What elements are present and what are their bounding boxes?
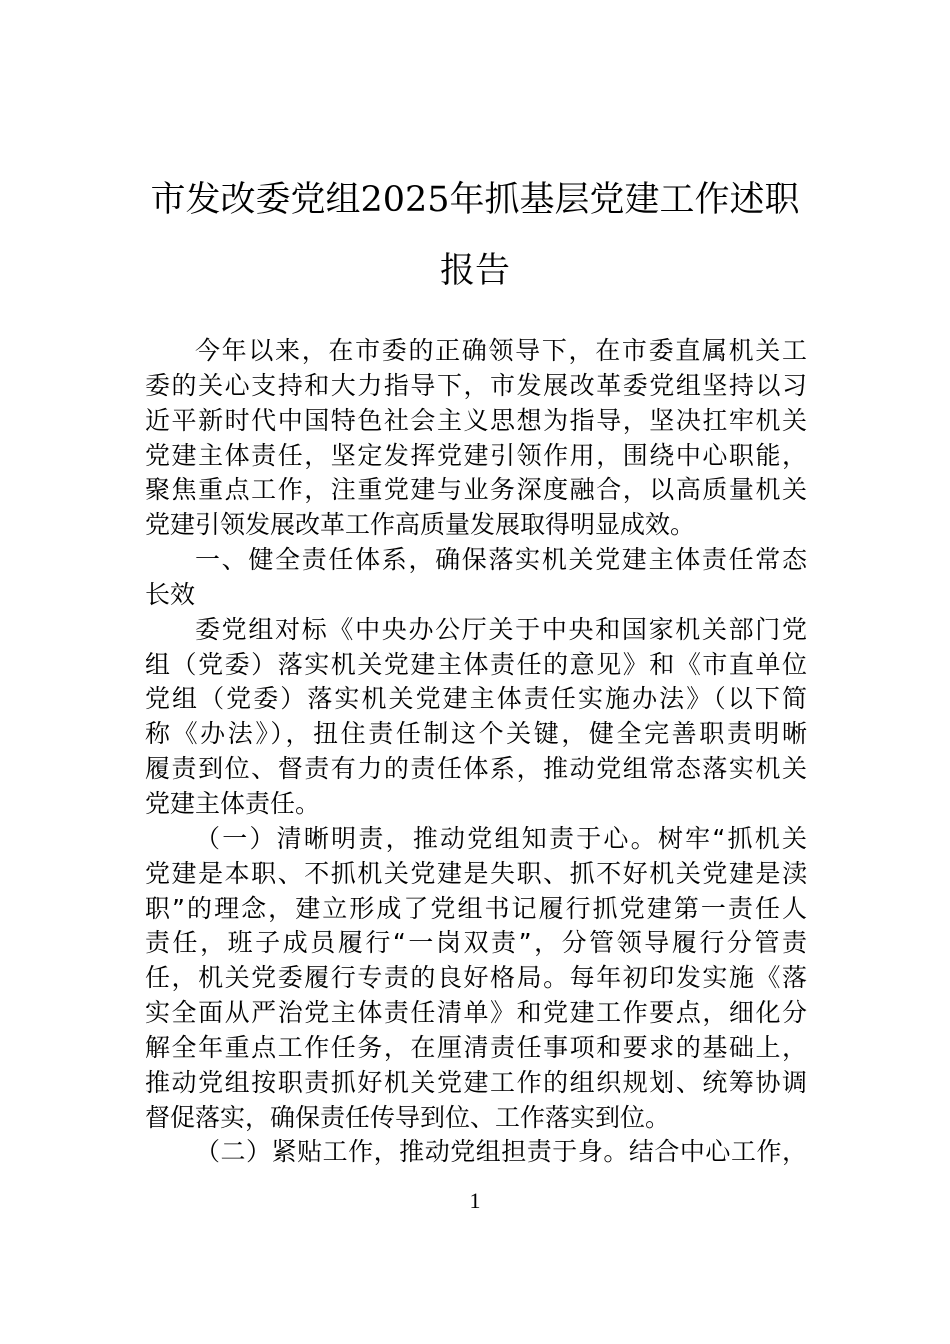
text-line: 一、健全责任体系，确保落实机关党建主体责任常态 [195,545,807,575]
text-line: 解全年重点工作任务，在厘清责任事项和要求的基础上， [145,1032,807,1062]
text-line: 党建主体责任，坚定发挥党建引领作用，围绕中心职能， [145,440,807,470]
text-line: （二）紧贴工作，推动党组担责于身。结合中心工作， [195,1137,807,1167]
text-line: 党组（党委）落实机关党建主体责任实施办法》（以下简 [145,684,807,714]
page-number: 1 [469,1188,481,1213]
text-line: 任，机关党委履行专责的良好格局。每年初印发实施《落 [145,963,807,993]
document-body [145,334,807,1170]
text-line: 党建引领发展改革工作高质量发展取得明显成效。 [145,510,696,540]
paragraph [145,334,807,543]
text-line: 职”的理念，建立形成了党组书记履行抓党建第一责任人 [145,893,807,923]
paragraph [145,613,807,822]
text-line: 责任，班子成员履行“一岗双责”，分管领导履行分管责 [145,928,807,958]
document-title-line-1: 市发改委党组2025年抓基层党建工作述职 [150,180,800,220]
text-line: 督促落实，确保责任传导到位、工作落实到位。 [145,1102,671,1132]
text-line: 党建主体责任。 [145,788,321,818]
text-line: 履责到位、督责有力的责任体系，推动党组常态落实机关 [145,754,807,784]
text-line: 称《办法》），扭住责任制这个关键，健全完善职责明晰 [145,719,807,749]
section-heading [145,543,807,613]
text-line: 委的关心支持和大力指导下，市发展改革委党组坚持以习 [145,370,807,400]
text-line: 党建是本职、不抓机关党建是失职、抓不好机关党建是渎 [145,858,807,888]
document-title-line-2: 报告 [439,251,510,291]
text-line: 聚焦重点工作，注重党建与业务深度融合，以高质量机关 [145,475,807,505]
paragraph [145,822,807,1136]
text-line: （一）清晰明责，推动党组知责于心。树牢“抓机关 [195,823,807,853]
text-line: 近平新时代中国特色社会主义思想为指导，坚决扛牢机关 [145,405,807,435]
paragraph [145,1135,807,1170]
text-line: 委党组对标《中央办公厅关于中央和国家机关部门党 [195,614,807,644]
text-line: 组（党委）落实机关党建主体责任的意见》和《市直单位 [145,649,807,679]
text-line: 长效 [145,579,196,609]
text-line: 推动党组按职责抓好机关党建工作的组织规划、统筹协调 [145,1067,807,1097]
text-line: 今年以来，在市委的正确领导下，在市委直属机关工 [195,336,807,365]
text-line: 实全面从严治党主体责任清单》和党建工作要点，细化分 [145,998,807,1028]
